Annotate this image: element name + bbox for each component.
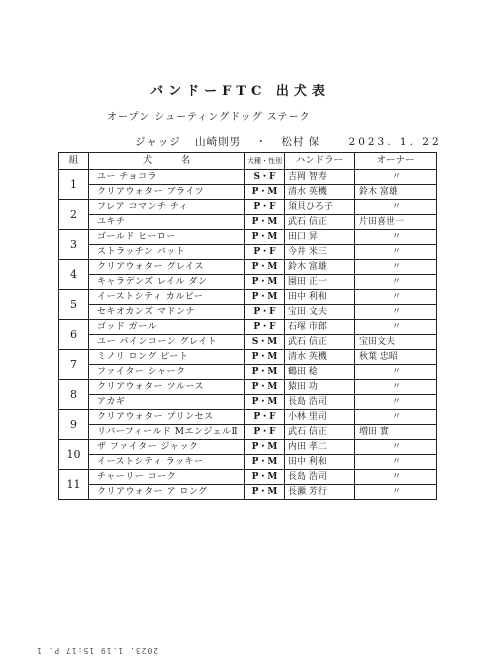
dog-name: ユー パインコーン グレイト	[89, 335, 245, 350]
dog-name: セキオカンズ マドンナ	[89, 305, 245, 320]
handler-name: 田口 昇	[285, 230, 355, 245]
dog-name: リバーフィールド MエンジェルⅡ	[89, 425, 245, 440]
owner-name: 〃	[355, 230, 437, 245]
breed-sex: P・F	[245, 320, 285, 335]
judge-separator: ・	[255, 136, 267, 148]
breed-sex: P・M	[245, 290, 285, 305]
breed-sex: P・F	[245, 245, 285, 260]
event-subtitle: オープン シューティングドッグ ステーク	[107, 112, 311, 123]
breed-sex: P・M	[245, 260, 285, 275]
group-number: 1	[59, 170, 89, 200]
owner-name: 〃	[355, 365, 437, 380]
entry-table	[58, 152, 437, 500]
handler-name: 鈴木 富雄	[285, 260, 355, 275]
handler-name: 小林 里司	[285, 410, 355, 425]
handler-name: 長島 浩司	[285, 395, 355, 410]
group-number: 3	[59, 230, 89, 260]
dog-name: イーストシティ ラッキー	[89, 455, 245, 470]
group-number: 8	[59, 380, 89, 410]
breed-sex: P・M	[245, 275, 285, 290]
owner-name: 〃	[355, 275, 437, 290]
handler-name: 内田 孝二	[285, 440, 355, 455]
dog-name: ファイター シャーク	[89, 365, 245, 380]
page-title: バンドーFTC 出犬表	[150, 84, 330, 99]
group-number: 4	[59, 260, 89, 290]
owner-name: 〃	[355, 395, 437, 410]
table-row	[59, 425, 437, 440]
dog-name: ミノリ ロング ピート	[89, 350, 245, 365]
dog-name: アカギ	[89, 395, 245, 410]
column-header-group: 組	[59, 153, 89, 170]
table-row	[59, 170, 437, 185]
dog-name: チャーリー コーク	[89, 470, 245, 485]
table-row	[59, 455, 437, 470]
group-number: 6	[59, 320, 89, 350]
group-number: 11	[59, 470, 89, 500]
event-date: 2023. 1. 22	[348, 136, 442, 148]
handler-name: 今井 米三	[285, 245, 355, 260]
group-number: 9	[59, 410, 89, 440]
fax-timestamp: 2023. 1.19 15:17 P. 1	[36, 646, 159, 655]
breed-sex: P・M	[245, 230, 285, 245]
owner-name: 〃	[355, 320, 437, 335]
owner-name: 〃	[355, 200, 437, 215]
handler-name: 田中 利和	[285, 455, 355, 470]
dog-name: キャラデンズ レイル ダン	[89, 275, 245, 290]
breed-sex: P・M	[245, 440, 285, 455]
table-row	[59, 260, 437, 275]
entry-table-body	[59, 170, 437, 500]
breed-sex: P・M	[245, 485, 285, 500]
owner-name: 増田 實	[355, 425, 437, 440]
owner-name: 〃	[355, 440, 437, 455]
table-row	[59, 410, 437, 425]
dog-name: クリアウォター グレイス	[89, 260, 245, 275]
breed-sex: S・M	[245, 335, 285, 350]
handler-name: 長島 浩司	[285, 470, 355, 485]
breed-sex: P・F	[245, 200, 285, 215]
column-header-sex: 犬種・性別	[245, 153, 285, 170]
table-row	[59, 395, 437, 410]
dog-name: ユキチ	[89, 215, 245, 230]
table-row	[59, 200, 437, 215]
owner-name: 〃	[355, 485, 437, 500]
column-header-handler: ハンドラー	[285, 153, 355, 170]
table-row	[59, 440, 437, 455]
dog-name: クリアウォター プリンセス	[89, 410, 245, 425]
breed-sex: P・M	[245, 395, 285, 410]
table-row	[59, 185, 437, 200]
table-row	[59, 275, 437, 290]
breed-sex: P・F	[245, 305, 285, 320]
dog-name: ザ ファイター ジャック	[89, 440, 245, 455]
owner-name: 〃	[355, 290, 437, 305]
table-row	[59, 320, 437, 335]
owner-name: 〃	[355, 170, 437, 185]
handler-name: 田中 利和	[285, 290, 355, 305]
breed-sex: P・M	[245, 470, 285, 485]
owner-name: 〃	[355, 380, 437, 395]
table-row	[59, 470, 437, 485]
dog-name: ストラッチン バット	[89, 245, 245, 260]
dog-name: クリアウォター ツルース	[89, 380, 245, 395]
handler-name: 清水 英機	[285, 185, 355, 200]
owner-name: 〃	[355, 470, 437, 485]
table-row	[59, 485, 437, 500]
group-number: 7	[59, 350, 89, 380]
owner-name: 〃	[355, 305, 437, 320]
owner-name: 片田喜世一	[355, 215, 437, 230]
breed-sex: S・F	[245, 170, 285, 185]
handler-name: 清水 英機	[285, 350, 355, 365]
dog-name: フレア コマンチ チィ	[89, 200, 245, 215]
table-header-row	[59, 153, 437, 170]
column-header-owner: オーナー	[355, 153, 437, 170]
group-number: 5	[59, 290, 89, 320]
table-row	[59, 215, 437, 230]
handler-name: 武石 信正	[285, 215, 355, 230]
judges-line	[135, 134, 452, 149]
owner-name: 〃	[355, 245, 437, 260]
breed-sex: P・M	[245, 350, 285, 365]
handler-name: 園田 正一	[285, 275, 355, 290]
dog-name: クリアウォター ア ロング	[89, 485, 245, 500]
group-number: 10	[59, 440, 89, 470]
handler-name: 吉岡 智寿	[285, 170, 355, 185]
judge-name-2: 松村 保	[281, 136, 321, 148]
handler-name: 宝田 文夫	[285, 305, 355, 320]
handler-name: 猿田 功	[285, 380, 355, 395]
table-row	[59, 305, 437, 320]
owner-name: 〃	[355, 410, 437, 425]
handler-name: 鶴田 稔	[285, 365, 355, 380]
dog-name: クリアウォター ブライツ	[89, 185, 245, 200]
breed-sex: P・M	[245, 215, 285, 230]
dog-name: ゴッド ガール	[89, 320, 245, 335]
handler-name: 武石 信正	[285, 335, 355, 350]
table-row	[59, 350, 437, 365]
table-row	[59, 380, 437, 395]
judges-label: ジャッジ	[135, 136, 181, 148]
breed-sex: P・M	[245, 380, 285, 395]
handler-name: 長瀬 芳行	[285, 485, 355, 500]
breed-sex: P・M	[245, 185, 285, 200]
handler-name: 石塚 市郎	[285, 320, 355, 335]
breed-sex: P・M	[245, 455, 285, 470]
dog-name: ユー チョコラ	[89, 170, 245, 185]
breed-sex: P・F	[245, 410, 285, 425]
owner-name: 宝田文夫	[355, 335, 437, 350]
breed-sex: P・M	[245, 365, 285, 380]
column-header-dog: 犬 名	[89, 153, 245, 170]
group-number: 2	[59, 200, 89, 230]
table-row	[59, 365, 437, 380]
handler-name: 武石 信正	[285, 425, 355, 440]
table-row	[59, 290, 437, 305]
table-row	[59, 335, 437, 350]
handler-name: 須貝ひろ子	[285, 200, 355, 215]
breed-sex: P・F	[245, 425, 285, 440]
table-row	[59, 230, 437, 245]
owner-name: 鈴木 富雄	[355, 185, 437, 200]
judge-name-1: 山崎則男	[195, 136, 242, 148]
table-row	[59, 245, 437, 260]
owner-name: 〃	[355, 260, 437, 275]
dog-name: イーストシティ カルピー	[89, 290, 245, 305]
dog-name: ゴールド ヒーロー	[89, 230, 245, 245]
owner-name: 〃	[355, 455, 437, 470]
owner-name: 秋葉 忠昭	[355, 350, 437, 365]
